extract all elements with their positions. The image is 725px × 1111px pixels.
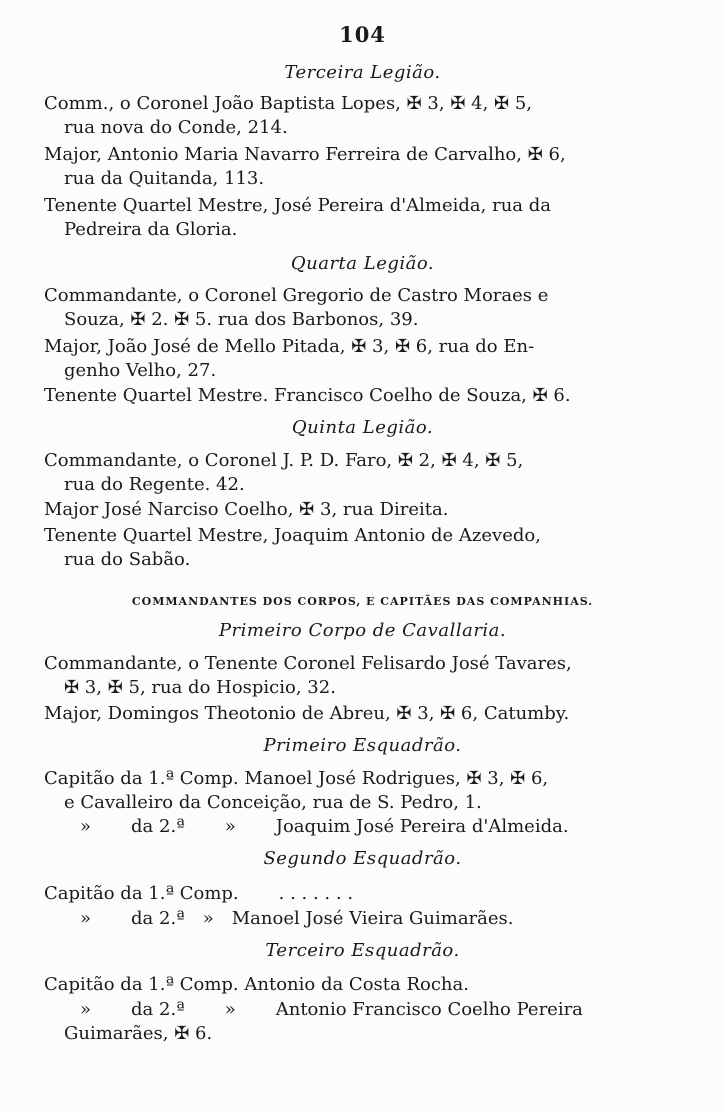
section-heading: Terceira Legião. xyxy=(284,62,441,83)
captain-name: Antonio Francisco Coelho Pereira xyxy=(275,999,583,1020)
company-label: da 2.ª xyxy=(131,816,185,837)
captain-name: Joaquim José Pereira d'Almeida. xyxy=(275,816,569,837)
text-line: Guimarães, ✠ 6. xyxy=(64,1023,213,1044)
page-number: 104 xyxy=(339,22,386,47)
text-line xyxy=(80,998,583,1022)
text-line: Capitão da 1.ª Comp. Manoel José Rodrigues, ✠ 3, ✠ 6, xyxy=(44,768,549,789)
section-heading: Quarta Legião. xyxy=(290,253,435,274)
text-line: Commandante, o Coronel Gregorio de Castro Moraes e xyxy=(44,285,549,306)
section-heading: Primeiro Corpo de Cavallaria. xyxy=(218,620,507,641)
text-line: e Cavalleiro da Conceição, rua de S. Pedro, 1. xyxy=(64,792,482,813)
ditto-mark: » xyxy=(80,999,92,1020)
text-line xyxy=(80,907,514,931)
text-line: Capitão da 1.ª Comp. Antonio da Costa Rocha. xyxy=(44,974,469,995)
text-line: Major, Domingos Theotonio de Abreu, ✠ 3, ✠ 6, Catumby. xyxy=(44,703,570,724)
captain-name: Manoel José Vieira Guimarães. xyxy=(231,908,514,929)
text-line: Commandante, o Coronel J. P. D. Faro, ✠ 2, ✠ 4, ✠ 5, xyxy=(44,450,524,471)
text-line: Pedreira da Gloria. xyxy=(64,219,238,240)
ditto-mark: » xyxy=(80,908,92,929)
text-line: Comm., o Coronel João Baptista Lopes, ✠ 3, ✠ 4, ✠ 5, xyxy=(44,93,533,114)
text-line: rua do Regente. 42. xyxy=(64,474,245,495)
text-line: Tenente Quartel Mestre, José Pereira d'Almeida, rua da xyxy=(44,195,552,216)
ditto-mark: » xyxy=(202,908,214,929)
text-line: genho Velho, 27. xyxy=(64,360,217,381)
text-line: rua da Quitanda, 113. xyxy=(64,168,265,189)
dot-leader: . . . . . . . xyxy=(278,883,354,904)
company-label: da 2.ª xyxy=(131,999,185,1020)
text-line: ✠ 3, ✠ 5, rua do Hospicio, 32. xyxy=(64,677,336,698)
text-line: Major José Narciso Coelho, ✠ 3, rua Direita. xyxy=(44,499,449,520)
company-label: Capitão da 1.ª Comp. xyxy=(44,883,239,904)
section-heading: Segundo Esquadrão. xyxy=(263,848,462,869)
text-line: Tenente Quartel Mestre. Francisco Coelho de Souza, ✠ 6. xyxy=(44,385,571,406)
section-heading: Primeiro Esquadrão. xyxy=(263,735,462,756)
text-line xyxy=(44,882,353,906)
text-line: rua do Sabão. xyxy=(64,549,191,570)
text-line xyxy=(80,815,569,839)
ditto-mark: » xyxy=(224,816,236,837)
caps-heading: COMMANDANTES DOS CORPOS, E CAPITÃES DAS COMPANHIAS. xyxy=(131,595,594,608)
section-heading: Quinta Legião. xyxy=(291,417,434,438)
ditto-mark: » xyxy=(224,999,236,1020)
section-heading: Terceiro Esquadrão. xyxy=(265,940,460,961)
text-line: Tenente Quartel Mestre, Joaquim Antonio de Azevedo, xyxy=(44,525,541,546)
text-line: Major, Antonio Maria Navarro Ferreira de Carvalho, ✠ 6, xyxy=(44,144,566,165)
text-line: Commandante, o Tenente Coronel Felisardo José Tavares, xyxy=(44,653,572,674)
text-line: Souza, ✠ 2. ✠ 5. rua dos Barbonos, 39. xyxy=(64,309,419,330)
ditto-mark: » xyxy=(80,816,92,837)
text-line: Major, João José de Mello Pitada, ✠ 3, ✠ 6, rua do En- xyxy=(44,336,535,357)
company-label: da 2.ª xyxy=(131,908,185,929)
text-line: rua nova do Conde, 214. xyxy=(64,117,288,138)
